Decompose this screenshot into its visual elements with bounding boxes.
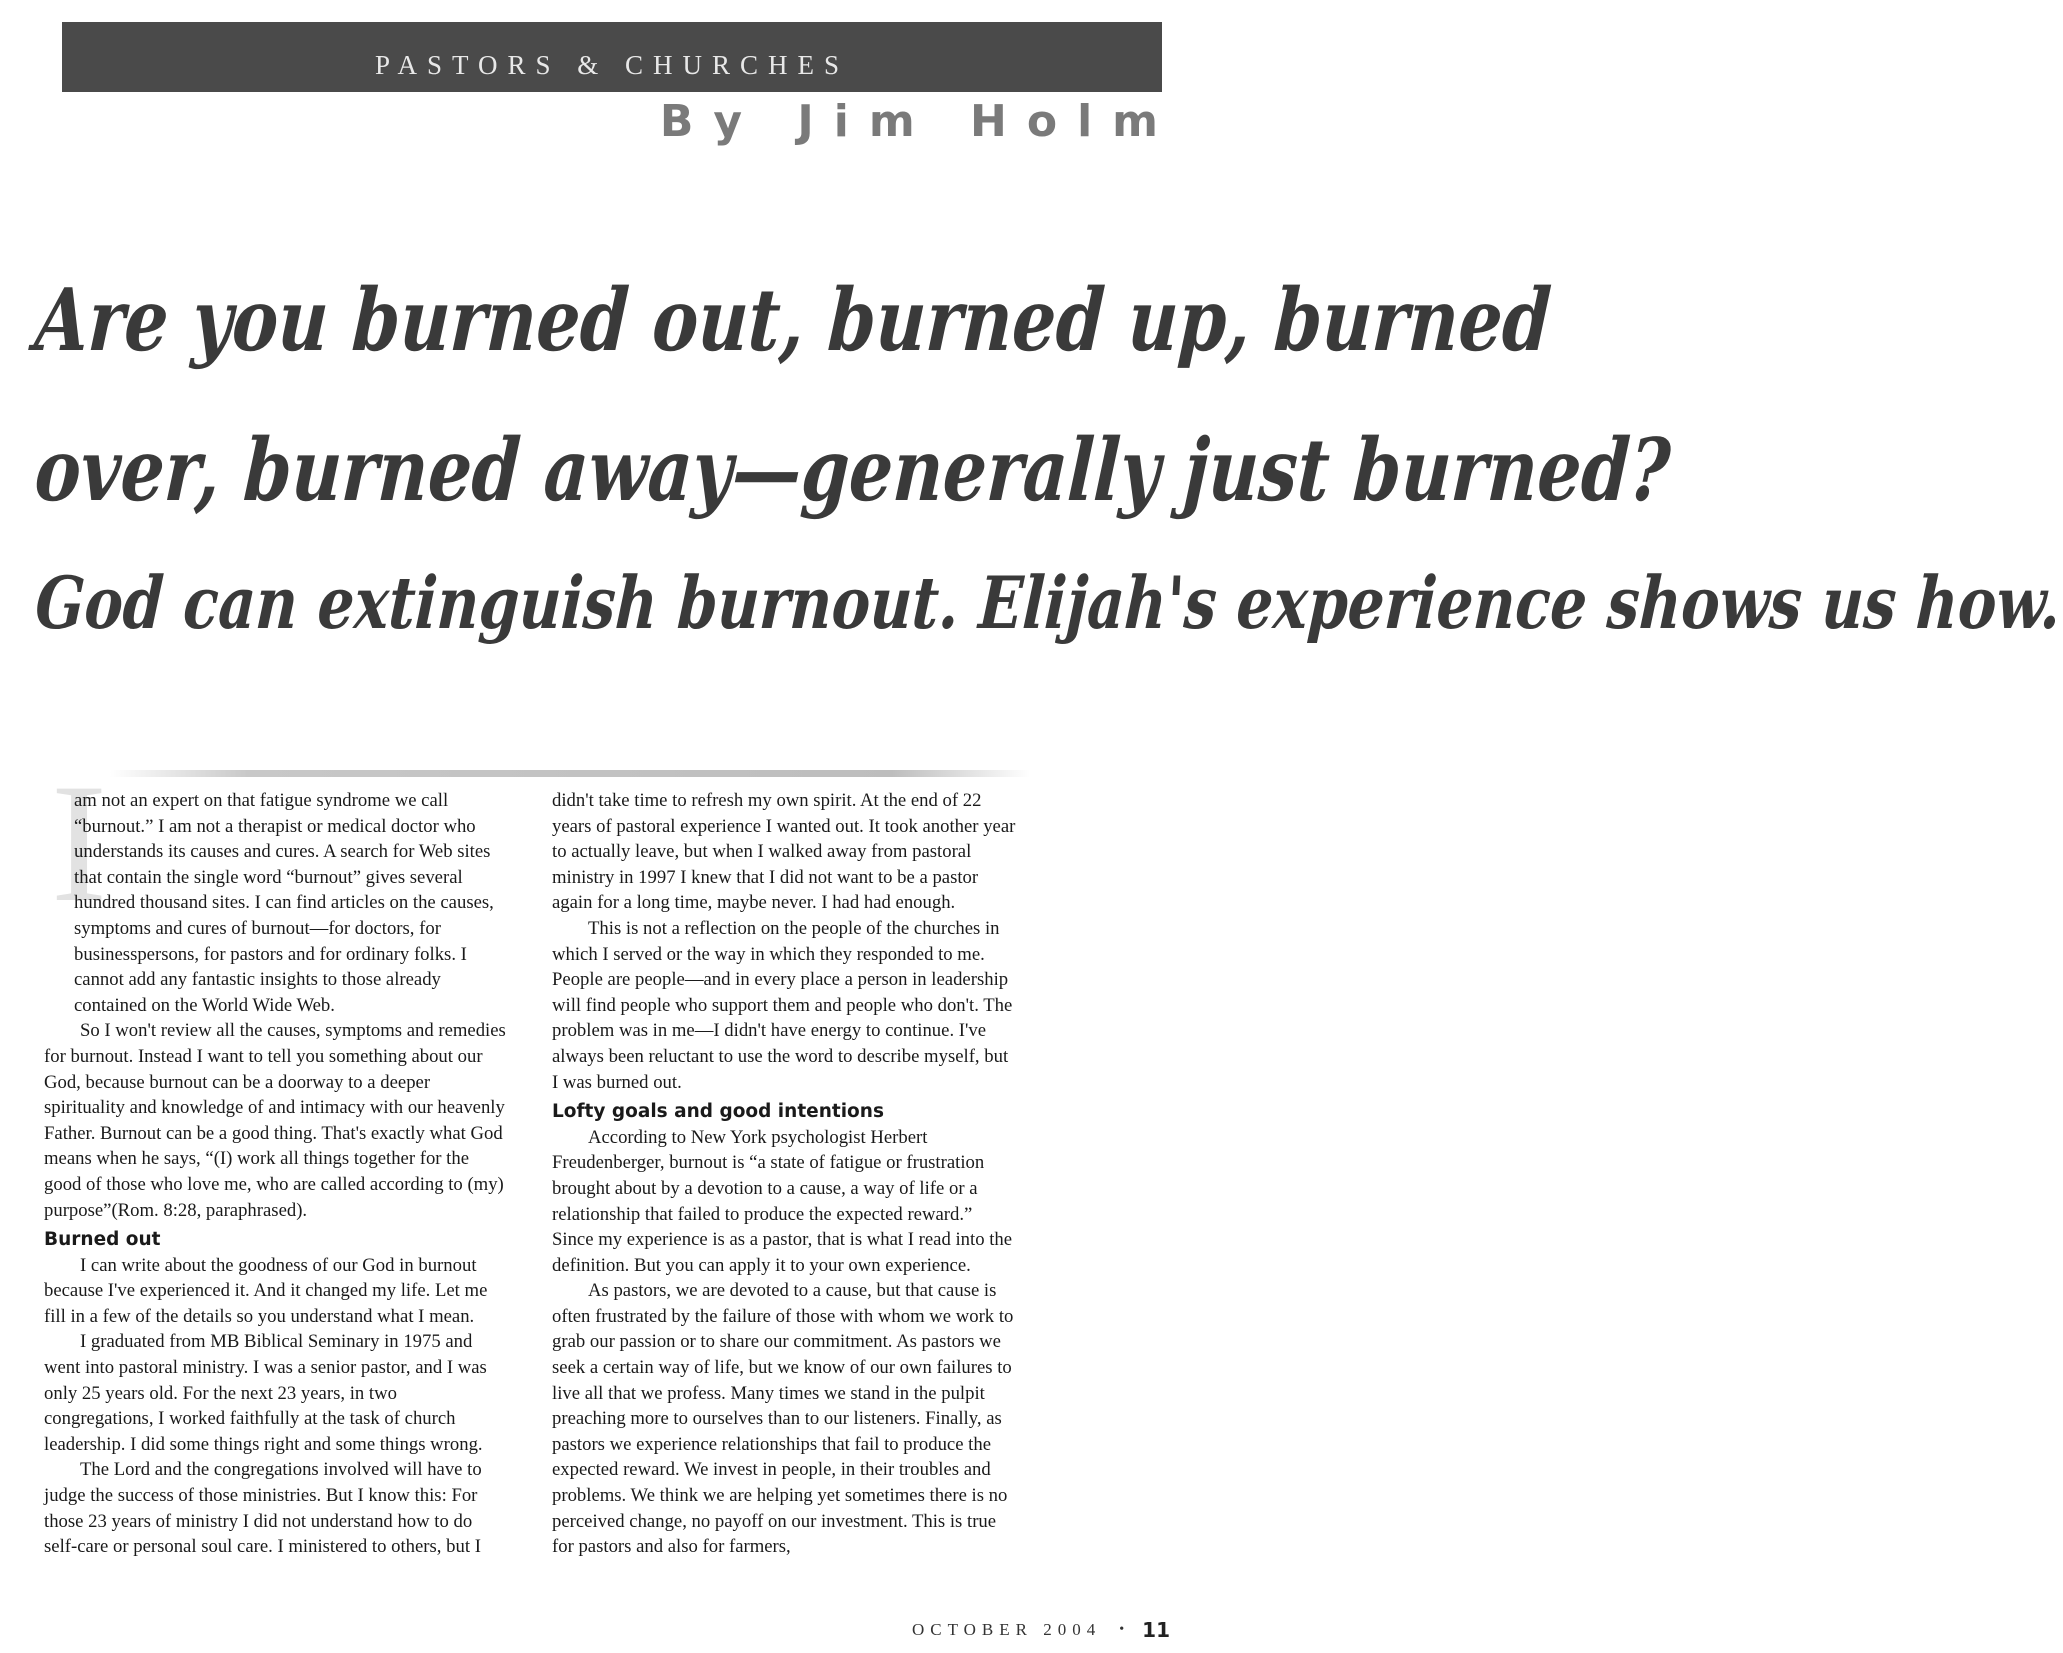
subheading-lofty-goals: Lofty goals and good intentions	[552, 1101, 884, 1123]
footer-separator: •	[1119, 1622, 1125, 1637]
paragraph: I can write about the goodness of our God in burnout because I've experienced it. And it changed my life. Let me fill in a few of the details so you understand what I mean.	[44, 1254, 488, 1327]
paragraph: So I won't review all the causes, symptoms and remedies for burnout. Instead I want to tell you something about our God, because burnout can be a doorway to a deeper spirituality and knowledge of and intimacy with our heavenly Father. Burnout can be a good thing. That's exactly what God means when he says, “(I) work all things together for the good of those who love me, who are called according to (my) purpose”(Rom. 8:28, paraphrased).	[44, 1020, 506, 1221]
deck: God can extinguish burnout. Elijah's experience shows us how.	[33, 560, 2063, 645]
article-column-left	[44, 788, 510, 1560]
paragraph: This is not a reflection on the people of the churches in which I served or the way in which they responded to me. People are people—and in every place a person in leadership will find people who support them and people who don't. The problem was in me—I didn't have energy to continue. I've always been reluctant to use the word to describe myself, but I was burned out.	[552, 917, 1013, 1093]
paragraph: am not an expert on that fatigue syndrome we call “burnout.” I am not a therapist or medical doctor who understands its causes and cures. A search for Web sites that contain the single word “burnout” gives several hundred thousand sites. I can find articles on the causes, symptoms and cures of burnout—for doctors, for businesspersons, for pastors and for ordinary folks. I cannot add any fantastic insights to those already contained on the World Wide Web.	[74, 790, 494, 1016]
page-number: 11	[1142, 1618, 1170, 1642]
section-header-bar	[62, 22, 1162, 92]
paragraph: didn't take time to refresh my own spirit. At the end of 22 years of pastoral experience I wanted out. It took another year to actually leave, but when I walked away from pastoral ministry in 1997 I knew that I did not want to be a pastor again for a long time, maybe never. I had had enough.	[552, 790, 1016, 914]
issue-date: OCTOBER 2004	[911, 1620, 1102, 1639]
page-footer	[912, 1618, 1170, 1642]
paragraph: As pastors, we are devoted to a cause, but that cause is often frustrated by the failure of those with whom we work to grab our passion or to share our commitment. As pastors we seek a certain way of life, but we know of our own failures to live all that we profess. Many times we stand in the pulpit preaching more to ourselves than to our listeners. Finally, as pastors we experience relationships that fail to produce the expected reward. We invest in people, in their troubles and problems. We think we are helping yet sometimes there is no perceived change, no payoff on our investment. This is true for pastors and also for farmers,	[552, 1280, 1014, 1558]
byline: By Jim Holm	[659, 96, 1178, 147]
headline-line-2: over, burned away—generally just burned?	[32, 420, 1673, 521]
section-label: PASTORS & CHURCHES	[374, 49, 850, 80]
article-column-right	[552, 788, 1018, 1560]
headline-line-1: Are you burned out, burned up, burned	[32, 270, 1554, 371]
paragraph: I graduated from MB Biblical Seminary in 1975 and went into pastoral ministry. I was a senior pastor, and I was only 25 years old. For the next 23 years, in two congregations, I worked faithfully at the task of church leadership. I did some things right and some things wrong.	[44, 1331, 487, 1455]
drop-cap: I	[50, 749, 108, 937]
paragraph: The Lord and the congregations involved will have to judge the success of those ministries. But I know this: For those 23 years of ministry I did not understand how to do self-care or personal soul care. I ministered to others, but I	[44, 1459, 482, 1558]
article-rule	[110, 770, 1030, 777]
subheading-burned-out: Burned out	[44, 1229, 161, 1251]
paragraph: According to New York psychologist Herbert Freudenberger, burnout is “a state of fatigue or frustration brought about by a devotion to a cause, a way of life or a relationship that failed to produce the expected reward.” Since my experience is as a pastor, that is what I read into the definition. But you can apply it to your own experience.	[552, 1126, 1013, 1276]
